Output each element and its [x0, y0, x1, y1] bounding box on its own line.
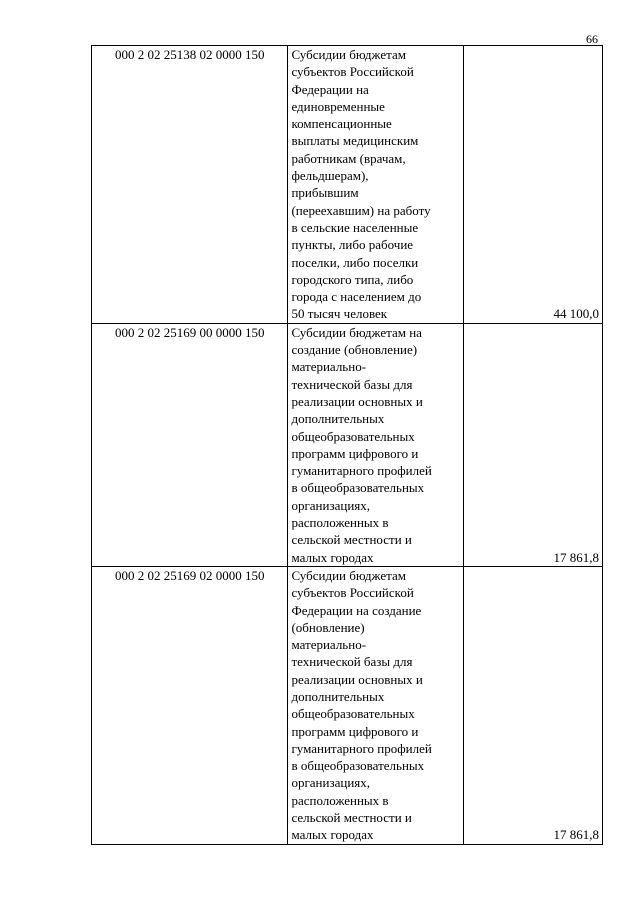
table-row — [92, 323, 603, 566]
description-cell: Субсидии бюджетам на создание (обновление) материально- технической базы для реализации основных и дополнительных общеобразовательных программ цифрового и гуманитарного профилей в общеобразовательных организациях, расположенных в сельской местности и малых городах — [288, 323, 463, 566]
description-cell: Субсидии бюджетам субъектов Российской Федерации на создание (обновление) материально- технической базы для реализации основных и дополнительных общеобразовательных программ цифрового и гуманитарного профилей в общеобразовательных организациях, расположенных в сельской местности и малых городах — [288, 566, 463, 844]
amount-cell: 44 100,0 — [463, 46, 602, 324]
budget-code-cell: 000 2 02 25169 00 0000 150 — [92, 323, 288, 566]
amount-cell: 17 861,8 — [463, 323, 602, 566]
description-cell: Субсидии бюджетам субъектов Российской Федерации на единовременные компенсационные выплаты медицинским работникам (врачам, фельдшерам), прибывшим (переехавшим) на работу в сельские населенные пункты, либо рабочие поселки, либо поселки городского типа, либо города с населением до 50 тысяч человек — [288, 46, 463, 324]
table-row — [92, 566, 603, 844]
budget-code-cell: 000 2 02 25138 02 0000 150 — [92, 46, 288, 324]
table-row — [92, 46, 603, 324]
page-number: 66 — [586, 32, 598, 46]
budget-code-cell: 000 2 02 25169 02 0000 150 — [92, 566, 288, 844]
amount-cell: 17 861,8 — [463, 566, 602, 844]
budget-revenue-table — [91, 45, 603, 845]
